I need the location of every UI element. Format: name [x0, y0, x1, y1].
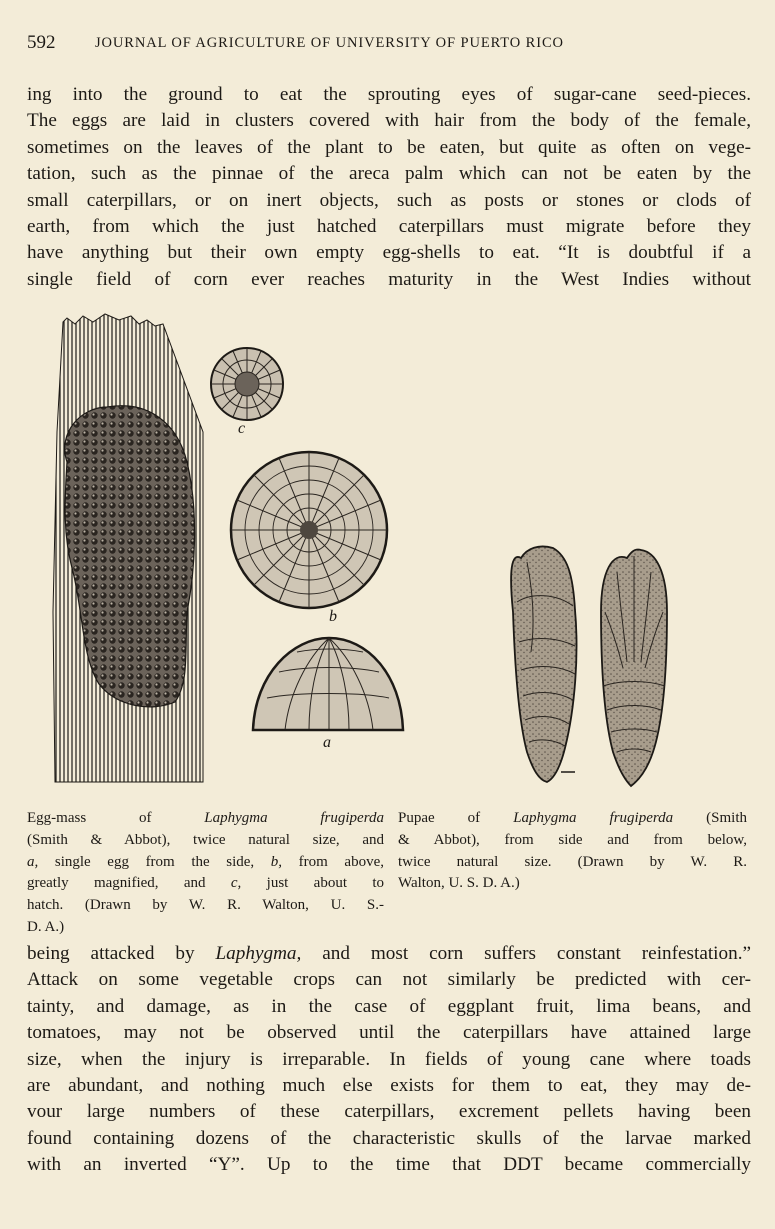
- top-paragraph: [27, 82, 751, 293]
- caption-line: hatch. (Drawn by W. R. Walton, U. S.-: [27, 897, 384, 914]
- text-line: single field of corn ever reaches maturity in the West Indies without: [27, 268, 751, 290]
- page-header: [27, 32, 727, 56]
- caption-line: (Smith & Abbot), twice natural size, and: [27, 831, 384, 848]
- page-number: 592: [27, 32, 56, 53]
- engraving-drawing: [27, 312, 751, 802]
- text-line: tation, such as the pinnae of the areca palm which can not be eaten by the: [27, 163, 751, 185]
- text-line: size, when the injury is irreparable. In fields of young cane where toads: [27, 1048, 751, 1070]
- bottom-paragraph: [27, 941, 751, 1179]
- caption-line: a, single egg from the side, b, from above,: [27, 853, 384, 870]
- figure-letter-b: b: [329, 608, 337, 625]
- pupa-side-view: [511, 546, 576, 782]
- text-line: are abundant, and nothing much else exists for them to eat, they may de-: [27, 1075, 751, 1097]
- running-title: JOURNAL OF AGRICULTURE OF UNIVERSITY OF PUERTO RICO: [95, 35, 564, 51]
- caption-line: twice natural size. (Drawn by W. R.: [398, 853, 747, 870]
- figure-letter-c: c: [238, 420, 246, 437]
- egg-b-above: [231, 452, 387, 608]
- text-line: tainty, and damage, as in the case of eggplant fruit, lima beans, and: [27, 995, 751, 1017]
- egg-a-side: [253, 638, 403, 730]
- caption-line: & Abbot), from side and from below,: [398, 831, 747, 848]
- caption-line: Pupae of Laphygma frugiperda (Smith: [398, 810, 748, 826]
- caption-line: D. A.): [27, 918, 65, 935]
- text-line: ing into the ground to eat the sprouting eyes of sugar-cane seed-pieces.: [27, 84, 751, 105]
- caption-pupae: [398, 808, 747, 895]
- text-line: The eggs are laid in clusters covered with hair from the body of the female,: [27, 110, 751, 132]
- caption-egg-mass: [27, 808, 384, 939]
- text-line: small caterpillars, or on inert objects, such as posts or stones or clods of: [27, 189, 751, 211]
- text-line: being attacked by Laphygma, and most corn suffers constant reinfestation.”: [27, 943, 752, 964]
- text-line: earth, from which the just hatched caterpillars must migrate before they: [27, 216, 751, 238]
- text-line: Attack on some vegetable crops can not similarly be predicted with cer-: [27, 969, 751, 991]
- pupa-below-view: [601, 549, 667, 786]
- caption-line: Walton, U. S. D. A.): [398, 875, 520, 892]
- caption-line: Egg-mass of Laphygma frugiperda: [27, 810, 384, 826]
- figure-letter-a: a: [323, 734, 331, 751]
- egg-c-hatching: [211, 348, 283, 420]
- text-line: tomatoes, may not be observed until the caterpillars have attained large: [27, 1022, 751, 1044]
- text-line: with an inverted “Y”. Up to the time that DDT became commercially: [27, 1154, 751, 1176]
- text-line: have anything but their own empty egg-shells to eat. “It is doubtful if a: [27, 242, 751, 264]
- text-line: found containing dozens of the characteristic skulls of the larvae marked: [27, 1127, 751, 1149]
- figure-illustration: [27, 312, 751, 802]
- text-line: sometimes on the leaves of the plant to be eaten, but quite as often on vege-: [27, 136, 751, 158]
- caption-line: greatly magnified, and c, just about to: [27, 875, 384, 892]
- text-line: vour large numbers of these caterpillars, excrement pellets having been: [27, 1101, 751, 1123]
